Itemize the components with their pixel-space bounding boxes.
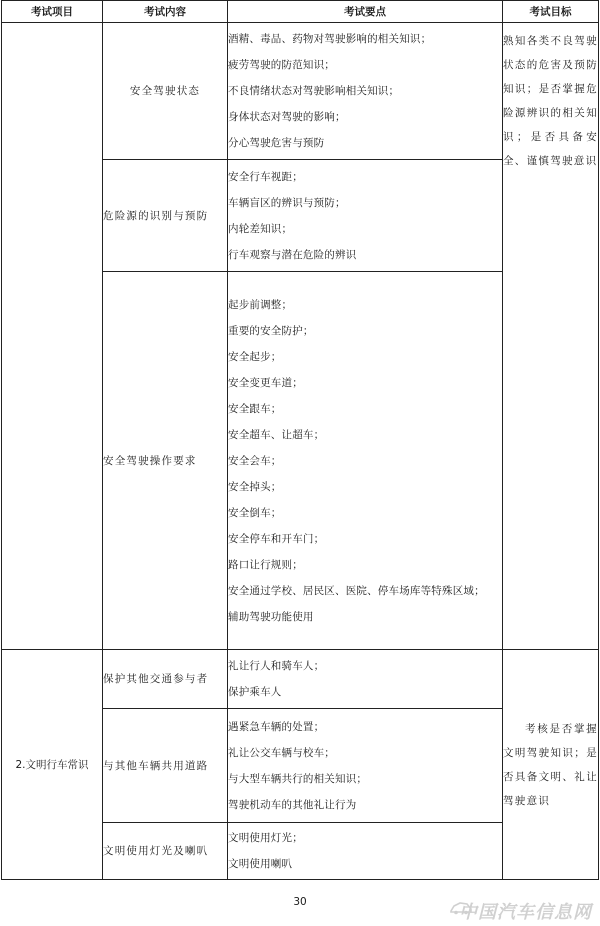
content-cell: [103, 160, 228, 272]
section2-item-cell: [2, 650, 103, 880]
header-exam-item: 考试项目: [2, 1, 103, 23]
point-text: 车辆盲区的辨识与预防；: [228, 196, 346, 209]
point-text: 礼让公交车辆与校车；: [228, 746, 335, 759]
point-text: 文明使用灯光；: [228, 832, 303, 844]
points-cell: [228, 650, 503, 709]
point-text: 安全停车和开车门；: [228, 532, 325, 545]
section2-item: 2.文明行车常识: [15, 759, 89, 771]
point-text: 文明使用喇叭: [228, 858, 293, 870]
point-text: 安全掉头；: [228, 480, 282, 493]
points-cell: [228, 709, 503, 823]
point-text: 驾驶机动车的其他礼让行为: [228, 798, 357, 811]
content-hazard-identification: 危险源的识别与预防: [103, 209, 209, 222]
points-cell: [228, 23, 503, 160]
site-watermark: 中国汽车信息网: [459, 902, 592, 923]
section2-goal-cell: [503, 650, 599, 880]
content-share-road: 与其他车辆共用道路: [103, 759, 209, 772]
points-cell: [228, 823, 503, 880]
point-text: 分心驾驶危害与预防: [228, 137, 325, 149]
point-text: 安全会车；: [228, 454, 282, 467]
table-row: [2, 650, 599, 709]
point-text: 遇紧急车辆的处置；: [228, 720, 325, 733]
points-cell: [228, 160, 503, 272]
point-text: 行车观察与潜在危险的辨识: [228, 248, 357, 261]
section1-item-cell: [2, 23, 103, 650]
point-text: 起步前调整；: [228, 298, 293, 311]
point-text: 身体状态对驾驶的影响；: [228, 111, 346, 123]
header-exam-points: 考试要点: [228, 1, 503, 23]
content-cell: [103, 23, 228, 160]
point-text: 安全变更车道；: [228, 376, 303, 389]
point-text: 安全跟车；: [228, 402, 282, 415]
points-cell: [228, 272, 503, 650]
table-header-row: [2, 1, 599, 23]
content-protect-others: 保护其他交通参与者: [103, 673, 209, 685]
point-text: 与大型车辆共行的相关知识；: [228, 772, 368, 785]
exam-table: [1, 0, 599, 880]
point-text: 安全超车、让超车；: [228, 428, 325, 441]
section2-goal: 考核是否掌握文明驾驶知识；是否具备文明、礼让驾驶意识: [503, 722, 598, 807]
point-text: 路口让行规则；: [228, 558, 303, 571]
point-text: 安全倒车；: [228, 506, 282, 519]
content-cell: [103, 709, 228, 823]
content-cell: [103, 823, 228, 880]
point-text: 安全起步；: [228, 350, 282, 363]
point-text: 疲劳驾驶的防范知识；: [228, 59, 335, 71]
header-exam-content: 考试内容: [103, 1, 228, 23]
point-text: 重要的安全防护；: [228, 324, 314, 337]
header-exam-goal: 考试目标: [503, 1, 599, 23]
point-text: 辅助驾驶功能使用: [228, 610, 314, 623]
section1-goal: 熟知各类不良驾驶状态的危害及预防知识；是否掌握危险源辨识的相关知识；是否具备安全、谨慎驾驶意识: [503, 35, 598, 167]
point-text: 保护乘车人: [228, 686, 282, 698]
point-text: 安全通过学校、居民区、医院、停车场库等特殊区域；: [228, 584, 485, 597]
point-text: 酒精、毒品、药物对驾驶影响的相关知识；: [228, 33, 432, 45]
content-safe-driving-state: 安全驾驶状态: [129, 85, 201, 97]
content-cell: [103, 272, 228, 650]
table-row: [2, 23, 599, 160]
content-lights-horn: 文明使用灯光及喇叭: [103, 845, 209, 857]
point-text: 内轮差知识；: [228, 222, 293, 235]
page-number: 30: [293, 896, 307, 908]
content-safe-operation: 安全驾驶操作要求: [103, 454, 197, 467]
point-text: 安全行车视距；: [228, 170, 303, 183]
content-cell: [103, 650, 228, 709]
point-text: 礼让行人和骑车人；: [228, 660, 325, 672]
section1-goal-cell: [503, 23, 599, 650]
point-text: 不良情绪状态对驾驶影响相关知识；: [228, 85, 400, 97]
